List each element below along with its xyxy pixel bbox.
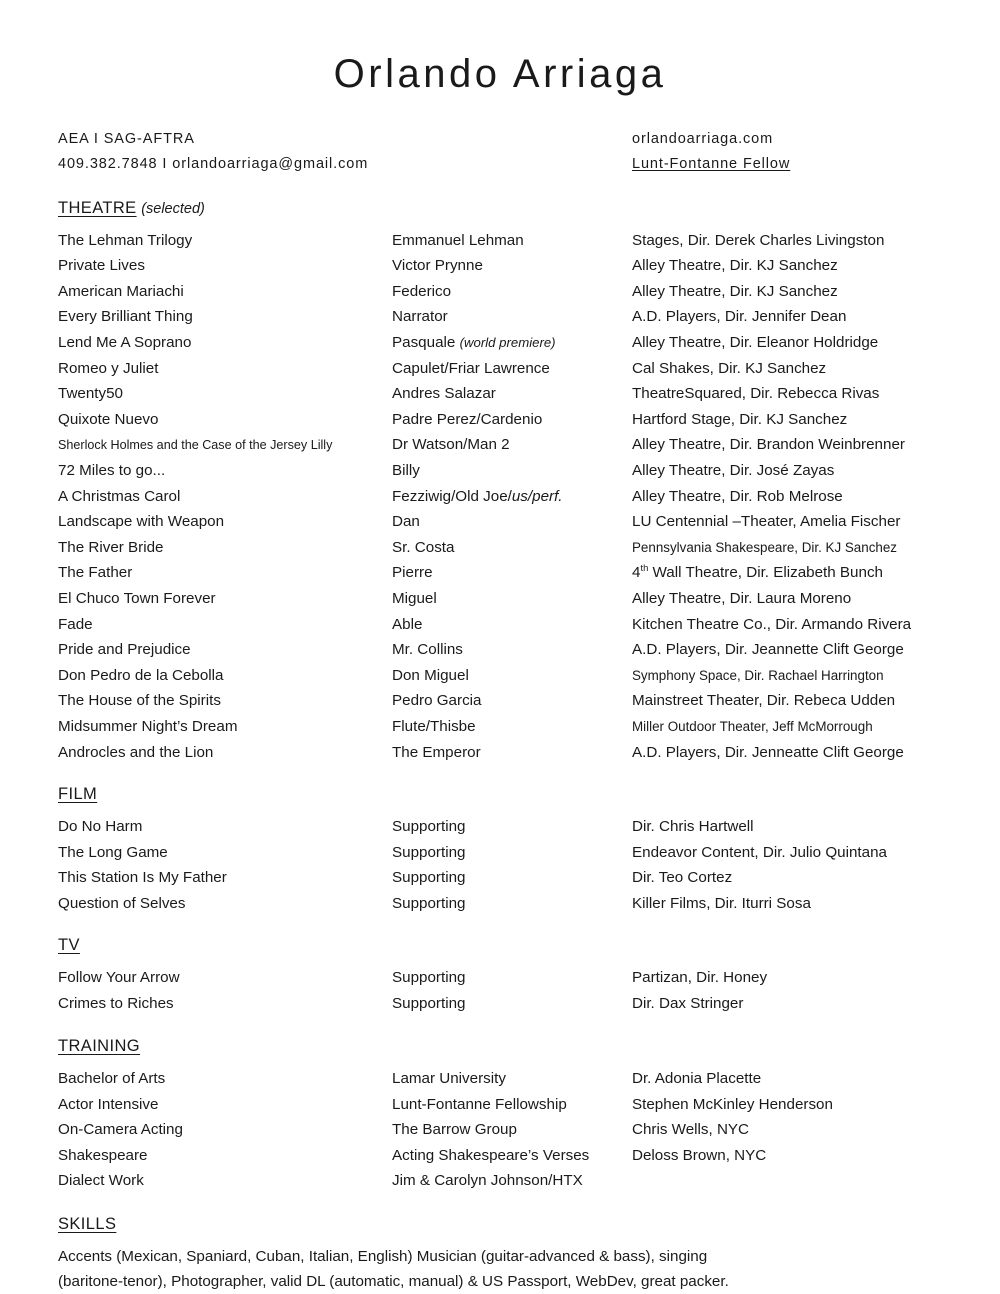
credit-title-cell (58, 330, 392, 356)
credit-row (58, 228, 942, 254)
credit-row (58, 1168, 942, 1194)
credit-row (58, 1066, 942, 1092)
credit-venue: A.D. Players, Dir. Jenneatte Clift George (632, 743, 904, 761)
credit-venue: Dr. Adonia Placette (632, 1070, 762, 1088)
credit-row (58, 688, 942, 714)
credit-title-cell (58, 840, 392, 866)
credit-venue: TheatreSquared, Dir. Rebecca Rivas (632, 385, 880, 403)
credit-title: Shakespeare (58, 1146, 148, 1164)
credit-venue-cell (632, 891, 942, 917)
credit-role: Pedro Garcia (392, 692, 482, 710)
skills-line: (baritone-tenor), Photographer, valid DL (automatic, manual) & US Passport, WebDev, great packer. (58, 1273, 729, 1291)
credit-title: Do No Harm (58, 817, 143, 835)
credit-venue-cell (632, 1066, 942, 1092)
credit-role: Padre Perez/Cardenio (392, 410, 543, 428)
training-list (58, 1066, 942, 1194)
credit-row (58, 458, 942, 484)
credit-row (58, 637, 942, 663)
page-title: Orlando Arriaga (333, 52, 667, 96)
credit-title: El Chuco Town Forever (58, 589, 216, 607)
credit-venue-cell (632, 965, 942, 991)
credit-role-cell (392, 840, 632, 866)
credit-title: The House of the Spirits (58, 692, 221, 710)
credit-venue-cell (632, 612, 942, 638)
credit-venue: A.D. Players, Dir. Jennifer Dean (632, 308, 847, 326)
website-link[interactable]: orlandoarriaga.com (632, 131, 774, 147)
credit-title-cell (58, 304, 392, 330)
credit-role-note: (world premiere) (459, 335, 556, 351)
credit-role-cell (392, 407, 632, 433)
credit-title-cell (58, 433, 392, 459)
credit-role-cell (392, 637, 632, 663)
credit-role: The Emperor (392, 743, 481, 761)
credit-title-cell (58, 714, 392, 740)
credit-title-cell (58, 688, 392, 714)
credit-title: Actor Intensive (58, 1095, 159, 1113)
credit-role: Dan (392, 513, 420, 531)
credit-role: Miguel (392, 589, 437, 607)
credit-role-cell (392, 458, 632, 484)
credit-role-cell (392, 586, 632, 612)
credit-venue-cell (632, 637, 942, 663)
credit-title-cell (58, 228, 392, 254)
credit-title-cell (58, 407, 392, 433)
credit-role: The Barrow Group (392, 1121, 517, 1139)
credit-row (58, 304, 942, 330)
credit-row (58, 840, 942, 866)
credit-title-cell (58, 1066, 392, 1092)
credit-venue-cell (632, 991, 942, 1017)
credit-venue: Endeavor Content, Dir. Julio Quintana (632, 843, 887, 861)
credit-row (58, 535, 942, 561)
tv-credit-list (58, 965, 942, 1016)
credit-title-cell (58, 1092, 392, 1118)
credit-role-cell (392, 663, 632, 689)
credit-title: Bachelor of Arts (58, 1070, 166, 1088)
section-label: THEATRE (58, 198, 137, 217)
credit-role-cell (392, 965, 632, 991)
credit-title: The Long Game (58, 843, 168, 861)
section-theatre (58, 199, 942, 765)
credit-title: Midsummer Night’s Dream (58, 717, 238, 735)
union-affiliations: AEA I SAG-AFTRA (58, 131, 195, 147)
credit-row (58, 1092, 942, 1118)
section-heading-theatre (58, 199, 942, 219)
credit-role: Lunt-Fontanne Fellowship (392, 1095, 567, 1113)
credit-venue: Alley Theatre, Dir. Laura Moreno (632, 589, 852, 607)
credit-title: Follow Your Arrow (58, 969, 180, 987)
credit-venue: Symphony Space, Dir. Rachael Harrington (632, 667, 884, 683)
credit-role-cell (392, 1117, 632, 1143)
credit-role: Sr. Costa (392, 538, 455, 556)
credit-role-cell (392, 991, 632, 1017)
section-training (58, 1037, 942, 1194)
section-film (58, 785, 942, 916)
credit-row (58, 253, 942, 279)
credit-title-cell (58, 612, 392, 638)
credit-title: Don Pedro de la Cebolla (58, 666, 224, 684)
credit-title: Androcles and the Lion (58, 743, 214, 761)
credit-title: The Lehman Trilogy (58, 231, 193, 249)
credit-venue-cell (632, 535, 942, 561)
credit-title: Fade (58, 615, 93, 633)
credit-row (58, 663, 942, 689)
credit-title-cell (58, 535, 392, 561)
credit-role: Able (392, 615, 423, 633)
credit-venue-cell (632, 253, 942, 279)
credit-title-cell (58, 740, 392, 766)
credit-venue-cell (632, 432, 942, 458)
credit-venue: Alley Theatre, Dir. Brandon Weinbrenner (632, 436, 905, 454)
section-label: TRAINING (58, 1037, 141, 1056)
credit-role-cell (392, 560, 632, 586)
credit-role-cell (392, 509, 632, 535)
credit-title: The Father (58, 564, 133, 582)
credit-venue: Partizan, Dir. Honey (632, 969, 768, 987)
credit-title-cell (58, 484, 392, 510)
credit-venue: Alley Theatre, Dir. Rob Melrose (632, 487, 843, 505)
credit-venue-cell (632, 509, 942, 535)
credit-title-cell (58, 509, 392, 535)
credit-venue-cell (632, 865, 942, 891)
credit-title: Private Lives (58, 257, 145, 275)
credit-row (58, 560, 942, 586)
credit-title: Dialect Work (58, 1172, 144, 1190)
ordinal-suffix: th (640, 562, 649, 574)
credit-title-cell (58, 814, 392, 840)
credit-title: On-Camera Acting (58, 1121, 183, 1139)
credit-role: Supporting (392, 994, 466, 1012)
credit-title-cell (58, 253, 392, 279)
credit-role: Victor Prynne (392, 257, 483, 275)
credit-role-cell (392, 714, 632, 740)
credit-venue: Dir. Teo Cortez (632, 869, 733, 887)
credit-title-cell (58, 637, 392, 663)
contact-right-column (632, 127, 790, 177)
credit-venue: Miller Outdoor Theater, Jeff McMorrough (632, 718, 873, 734)
credit-title: Twenty50 (58, 385, 124, 403)
credit-role-cell (392, 484, 632, 510)
credit-venue-cell (632, 586, 942, 612)
credit-row (58, 356, 942, 382)
credit-venue: Alley Theatre, Dir. KJ Sanchez (632, 282, 838, 300)
credit-title-cell (58, 1143, 392, 1169)
credit-title-cell (58, 279, 392, 305)
credit-venue-cell (632, 381, 942, 407)
credit-role: Jim & Carolyn Johnson/HTX (392, 1172, 583, 1190)
credit-title: Lend Me A Soprano (58, 334, 192, 352)
credit-role: Pierre (392, 564, 433, 582)
credit-row (58, 484, 942, 510)
credit-title-cell (58, 356, 392, 382)
credit-venue-cell (632, 484, 942, 510)
section-heading-training (58, 1037, 942, 1057)
credit-role: Flute/Thisbe (392, 717, 476, 735)
section-note: (selected) (141, 200, 205, 217)
credit-venue-cell (632, 740, 942, 766)
credit-title: Every Brilliant Thing (58, 308, 193, 326)
credit-row (58, 509, 942, 535)
credit-row (58, 814, 942, 840)
credit-venue-cell (632, 840, 942, 866)
credit-title-cell (58, 965, 392, 991)
credit-venue: Dir. Chris Hartwell (632, 817, 754, 835)
credit-venue-cell (632, 1117, 942, 1143)
credit-venue-cell (632, 560, 942, 586)
credit-row (58, 965, 942, 991)
credit-title: Sherlock Holmes and the Case of the Jersey Lilly (58, 438, 333, 453)
credit-title-cell (58, 663, 392, 689)
credit-title-cell (58, 991, 392, 1017)
credit-venue: Cal Shakes, Dir. KJ Sanchez (632, 359, 827, 377)
credit-title-cell (58, 560, 392, 586)
credit-row (58, 330, 942, 356)
credit-row (58, 991, 942, 1017)
credit-venue-cell (632, 714, 942, 740)
credit-title-cell (58, 865, 392, 891)
credit-venue-cell (632, 814, 942, 840)
credit-role-emphasis: us/perf. (511, 487, 563, 505)
credit-venue: Deloss Brown, NYC (632, 1146, 767, 1164)
credit-venue-cell (632, 228, 942, 254)
film-credit-list (58, 814, 942, 916)
section-label: TV (58, 936, 80, 955)
credit-venue: Dir. Dax Stringer (632, 994, 744, 1012)
theatre-credit-list (58, 228, 942, 765)
section-tv (58, 936, 942, 1016)
credit-role-cell (392, 740, 632, 766)
credit-role-cell (392, 253, 632, 279)
credit-role-cell (392, 688, 632, 714)
credit-title: A Christmas Carol (58, 487, 181, 505)
credit-row (58, 740, 942, 766)
credit-venue-cell (632, 356, 942, 382)
credit-role: Supporting (392, 817, 466, 835)
credit-role-cell (392, 865, 632, 891)
credit-role-cell (392, 1168, 632, 1194)
credit-role: Federico (392, 282, 452, 300)
credit-role: Emmanuel Lehman (392, 231, 524, 249)
credit-venue: Alley Theatre, Dir. José Zayas (632, 462, 835, 480)
credit-role-cell (392, 356, 632, 382)
credit-role: Supporting (392, 843, 466, 861)
section-label: FILM (58, 785, 98, 804)
skills-text (58, 1244, 818, 1294)
credit-role: Fezziwig/Old Joe/ (392, 487, 512, 505)
credit-role: Capulet/Friar Lawrence (392, 359, 550, 377)
section-skills (58, 1215, 942, 1294)
skills-line: Accents (Mexican, Spaniard, Cuban, Italian, English) Musician (guitar-advanced & bass), singing (58, 1247, 708, 1265)
credit-title: Quixote Nuevo (58, 410, 159, 428)
fellowship-link[interactable]: Lunt-Fontanne Fellow (632, 155, 791, 172)
credit-venue-cell (632, 1092, 942, 1118)
credit-venue: Killer Films, Dir. Iturri Sosa (632, 894, 811, 912)
credit-role: Billy (392, 462, 420, 480)
credit-role-cell (392, 891, 632, 917)
credit-venue: Mainstreet Theater, Dir. Rebeca Udden (632, 692, 896, 710)
credit-role-cell (392, 1066, 632, 1092)
credit-title-cell (58, 1117, 392, 1143)
credit-role-cell (392, 535, 632, 561)
credit-title-cell (58, 586, 392, 612)
credit-title: Landscape with Weapon (58, 513, 225, 531)
credit-title-cell (58, 458, 392, 484)
credit-role-cell (392, 279, 632, 305)
phone-and-email[interactable]: 409.382.7848 I orlandoarriaga@gmail.com (58, 155, 369, 172)
credit-title-cell (58, 891, 392, 917)
credit-role: Andres Salazar (392, 385, 496, 403)
credit-venue-cell (632, 279, 942, 305)
credit-role: Supporting (392, 869, 466, 887)
credit-row (58, 1117, 942, 1143)
credit-venue: Hartford Stage, Dir. KJ Sanchez (632, 410, 848, 428)
credit-role: Supporting (392, 969, 466, 987)
credit-venue-cell (632, 304, 942, 330)
credit-title-cell (58, 381, 392, 407)
credit-role-cell (392, 1092, 632, 1118)
credit-role-cell (392, 330, 632, 356)
credit-row (58, 865, 942, 891)
credit-title: American Mariachi (58, 282, 184, 300)
credit-row (58, 714, 942, 740)
credit-venue: 4th Wall Theatre, Dir. Elizabeth Bunch (632, 562, 883, 582)
credit-venue-cell (632, 1143, 942, 1169)
credit-row (58, 432, 942, 458)
credit-venue: LU Centennial –Theater, Amelia Fischer (632, 513, 901, 531)
credit-title: Crimes to Riches (58, 994, 174, 1012)
credit-venue: Pennsylvania Shakespeare, Dir. KJ Sanchez (632, 539, 897, 555)
section-heading-skills (58, 1215, 942, 1235)
contact-block (58, 127, 942, 177)
section-heading-film (58, 785, 942, 805)
credit-role: Dr Watson/Man 2 (392, 436, 510, 454)
credit-venue: Stages, Dir. Derek Charles Livingston (632, 231, 885, 249)
credit-row (58, 1143, 942, 1169)
credit-role-cell (392, 228, 632, 254)
credit-role: Don Miguel (392, 666, 469, 684)
credit-title: Romeo y Juliet (58, 359, 159, 377)
credit-role: Lamar University (392, 1070, 506, 1088)
credit-venue: Alley Theatre, Dir. KJ Sanchez (632, 257, 838, 275)
credit-venue-cell (632, 407, 942, 433)
credit-venue: Alley Theatre, Dir. Eleanor Holdridge (632, 334, 879, 352)
credit-row (58, 407, 942, 433)
credit-row (58, 891, 942, 917)
credit-role-cell (392, 381, 632, 407)
section-heading-tv (58, 936, 942, 956)
credit-row (58, 381, 942, 407)
credit-role-cell (392, 1143, 632, 1169)
credit-venue-cell (632, 688, 942, 714)
credit-title: Question of Selves (58, 894, 186, 912)
credit-role: Pasquale (392, 334, 456, 352)
credit-role-cell (392, 432, 632, 458)
credit-role-cell (392, 612, 632, 638)
contact-left-column (58, 127, 632, 177)
credit-venue-cell (632, 663, 942, 689)
credit-role-cell (392, 304, 632, 330)
section-label: SKILLS (58, 1215, 117, 1234)
credit-venue-cell (632, 458, 942, 484)
credit-venue-cell (632, 330, 942, 356)
credit-row (58, 586, 942, 612)
credit-role: Acting Shakespeare’s Verses (392, 1146, 590, 1164)
credit-role: Mr. Collins (392, 641, 463, 659)
credit-venue: Chris Wells, NYC (632, 1121, 750, 1139)
credit-row (58, 279, 942, 305)
credit-title: This Station Is My Father (58, 869, 227, 887)
credit-role-cell (392, 814, 632, 840)
credit-title: Pride and Prejudice (58, 641, 191, 659)
credit-role: Narrator (392, 308, 448, 326)
credit-role: Supporting (392, 894, 466, 912)
credit-title: The River Bride (58, 538, 164, 556)
credit-venue: A.D. Players, Dir. Jeannette Clift George (632, 641, 904, 659)
credit-title-cell (58, 1168, 392, 1194)
credit-venue: Stephen McKinley Henderson (632, 1095, 833, 1113)
credit-venue: Kitchen Theatre Co., Dir. Armando Rivera (632, 615, 912, 633)
credit-title: 72 Miles to go... (58, 462, 166, 480)
credit-row (58, 612, 942, 638)
